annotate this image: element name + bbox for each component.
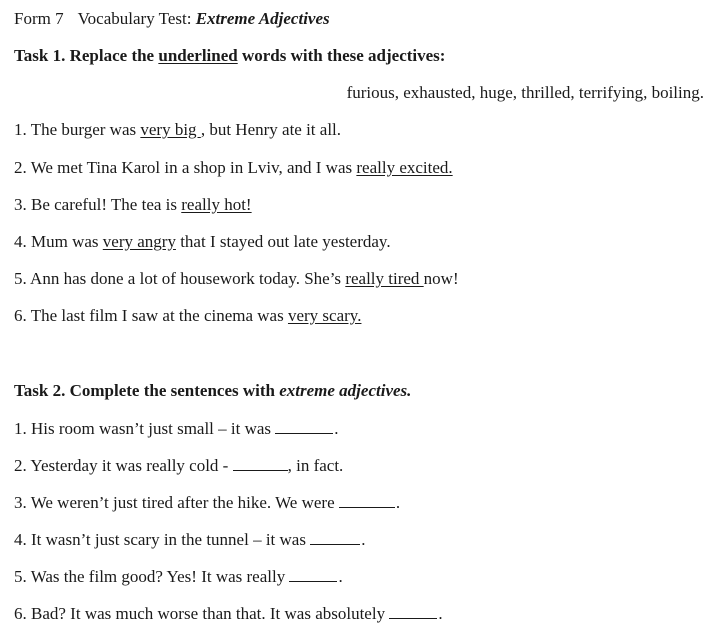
item-text: that I stayed out late yesterday.	[175, 232, 391, 251]
task1-heading-pre: Task 1. Replace the	[14, 46, 159, 65]
item-text: 3. We weren’t just tired after the hike. We were	[14, 493, 339, 512]
task2-item-4	[14, 530, 365, 550]
form-label: Form 7	[14, 9, 64, 28]
item-text: now!	[423, 269, 459, 288]
underlined-phrase: really excited.	[356, 158, 453, 177]
item-text: , but Henry ate it all.	[200, 120, 342, 139]
task2-heading-italic: extreme adjectives.	[279, 381, 412, 400]
item-text: 4. Mum was	[14, 232, 103, 251]
task1-item-6	[14, 306, 361, 326]
underlined-phrase: really hot!	[181, 195, 252, 214]
answer-blank[interactable]	[339, 493, 395, 508]
item-text: 5. Ann has done a lot of housework today. She’s	[14, 269, 346, 288]
task1-item-4	[14, 232, 391, 252]
item-text: 2. Yesterday it was really cold -	[14, 456, 233, 475]
answer-blank[interactable]	[389, 604, 437, 619]
test-topic: Extreme Adjectives	[195, 9, 330, 28]
task2-item-6	[14, 604, 443, 624]
item-text: .	[395, 493, 401, 512]
task1-heading	[14, 46, 445, 66]
item-text: , in fact.	[287, 456, 344, 475]
task1-heading-post: words with these adjectives:	[237, 46, 446, 65]
underlined-phrase: very big	[140, 120, 201, 139]
word-bank: furious, exhausted, huge, thrilled, terrifying, boiling.	[346, 83, 704, 102]
item-text: .	[438, 604, 443, 623]
task2-item-5	[14, 567, 343, 587]
task1-item-3	[14, 195, 252, 215]
page-header	[14, 9, 330, 29]
test-title: Vocabulary Test:	[77, 9, 192, 28]
underlined-phrase: very angry	[102, 232, 176, 251]
task2-item-2	[14, 456, 343, 476]
item-text: 2. We met Tina Karol in a shop in Lviv, and I was	[14, 158, 357, 177]
task1-item-1	[14, 120, 341, 140]
item-text: 1. The burger was	[14, 120, 141, 139]
task1-heading-underlined: underlined	[158, 46, 238, 65]
answer-blank[interactable]	[233, 456, 288, 471]
task2-item-1	[14, 419, 339, 439]
answer-blank[interactable]	[275, 419, 333, 434]
item-text: 1. His room wasn’t just small – it was	[14, 419, 276, 438]
task1-item-2	[14, 158, 453, 178]
item-text: .	[334, 419, 339, 438]
item-text: 3. Be careful! The tea is	[14, 195, 182, 214]
item-text: .	[361, 530, 366, 549]
task2-item-3	[14, 493, 400, 513]
item-text: 6. The last film I saw at the cinema was	[14, 306, 288, 325]
answer-blank[interactable]	[310, 530, 360, 545]
item-text: 4. It wasn’t just scary in the tunnel – it was	[14, 530, 311, 549]
task2-heading-pre: Task 2. Complete the sentences with	[14, 381, 280, 400]
item-text: 5. Was the film good? Yes! It was really	[14, 567, 290, 586]
underlined-phrase: very scary.	[287, 306, 362, 325]
task2-heading	[14, 381, 411, 401]
item-text: .	[338, 567, 343, 586]
underlined-phrase: really tired	[345, 269, 424, 288]
item-text: 6. Bad? It was much worse than that. It was absolutely	[14, 604, 390, 623]
task1-item-5	[14, 269, 459, 289]
answer-blank[interactable]	[289, 567, 337, 582]
